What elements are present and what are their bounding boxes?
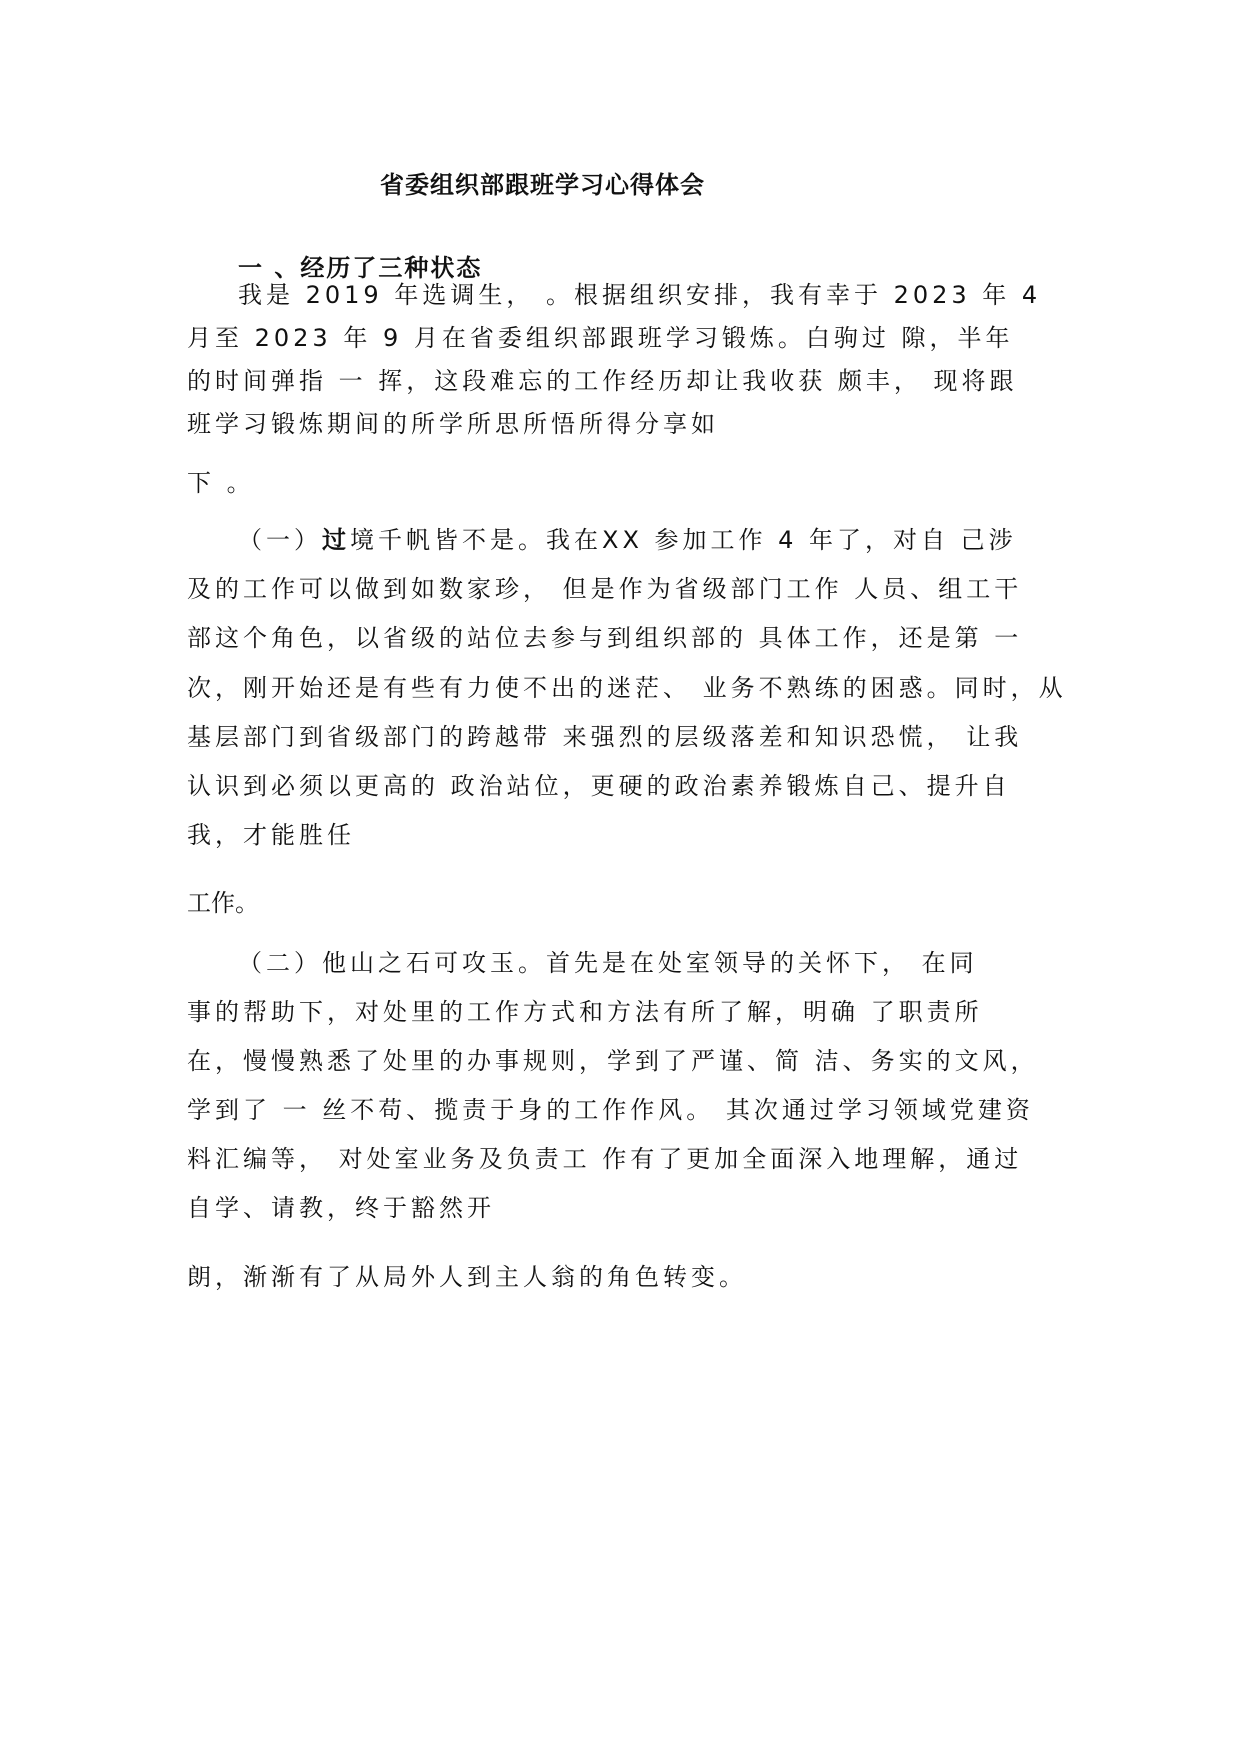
paragraph-2-line-7: 我，才能胜任 <box>187 821 355 849</box>
paragraph-2-tail: 工作。 <box>187 889 259 917</box>
paragraph-2-line-3: 部这个角色，以省级的站位去参与到组织部的 具体工作，还是第 一 <box>187 624 1023 652</box>
paragraph-2-line-4: 次，刚开始还是有些有力使不出的迷茫、 业务不熟练的困惑。同时，从 <box>187 674 1067 702</box>
paragraph-3-line-4: 学到了 一 丝不苟、揽责于身的工作作风。 其次通过学习领域党建资 <box>187 1096 1034 1124</box>
paragraph-2-line-2: 及的工作可以做到如数家珍， 但是作为省级部门工作 人员、组工干 <box>187 575 1023 603</box>
paragraph-2-line-1-text: 境千帆皆不是。我在XX 参加工作 4 年了，对自 己涉 <box>350 526 1017 554</box>
paragraph-3-line-1: （二）他山之石可攻玉。首先是在处室领导的关怀下， 在同 <box>238 949 978 977</box>
paragraph-2-line-6: 认识到必须以更高的 政治站位，更硬的政治素养锻炼自己、提升自 <box>187 772 1011 800</box>
paragraph-3-line-2: 事的帮助下，对处里的工作方式和方法有所了解，明确 了职责所 <box>187 998 983 1026</box>
paragraph-3-line-3: 在，慢慢熟悉了处里的办事规则，学到了严谨、简 洁、务实的文风， <box>187 1047 1039 1075</box>
section-heading: 一 、经历了三种状态 <box>238 254 483 282</box>
paragraph-3-tail: 朗，渐渐有了从局外人到主人翁的角色转变。 <box>187 1263 747 1291</box>
paragraph-1-line-1: 我是 2019 年选调生， 。根据组织安排，我有幸于 2023 年 4 <box>238 281 1042 309</box>
paragraph-2-lead-prefix: （一） <box>238 526 322 554</box>
paragraph-1-line-3: 的时间弹指 一 挥，这段难忘的工作经历却让我收获 颇丰， 现将跟 <box>187 367 1018 395</box>
paragraph-3-line-5: 料汇编等， 对处室业务及负责工 作有了更加全面深入地理解，通过 <box>187 1145 1023 1173</box>
paragraph-1-tail: 下 。 <box>187 469 255 497</box>
paragraph-1-line-2: 月至 2023 年 9 月在省委组织部跟班学习锻炼。白驹过 隙，半年 <box>187 324 1014 352</box>
paragraph-2-lead-bold: 过 <box>322 526 350 554</box>
paragraph-2-line-5: 基层部门到省级部门的跨越带 来强烈的层级落差和知识恐慌， 让我 <box>187 723 1023 751</box>
document-title: 省委组织部跟班学习心得体会 <box>380 171 705 199</box>
paragraph-2-line-1 <box>238 525 1017 555</box>
paragraph-1-line-4: 班学习锻炼期间的所学所思所悟所得分享如 <box>187 410 719 438</box>
paragraph-3-line-6: 自学、请教，终于豁然开 <box>187 1194 495 1222</box>
